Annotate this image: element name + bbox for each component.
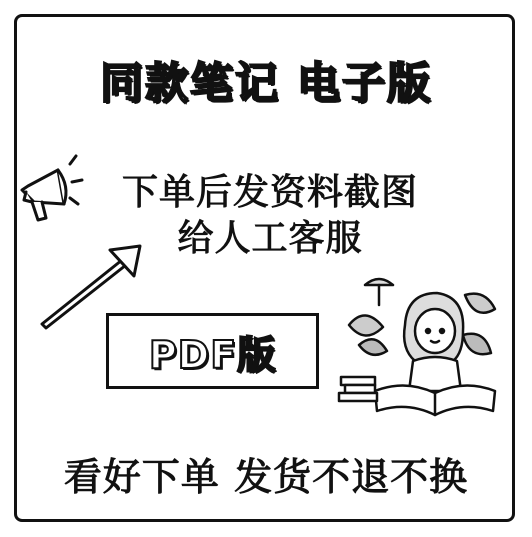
format-label: PDF版 (148, 332, 277, 377)
page-title: 同款笔记 电子版 (100, 59, 432, 109)
notice-line-1: 下单后发资料截图 (121, 172, 418, 213)
format-badge (106, 313, 319, 389)
notice-line-2: 给人工客服 (177, 218, 363, 259)
girl-reading-illustration (335, 265, 510, 425)
footer-notice: 看好下单 发货不退不换 (63, 455, 469, 499)
